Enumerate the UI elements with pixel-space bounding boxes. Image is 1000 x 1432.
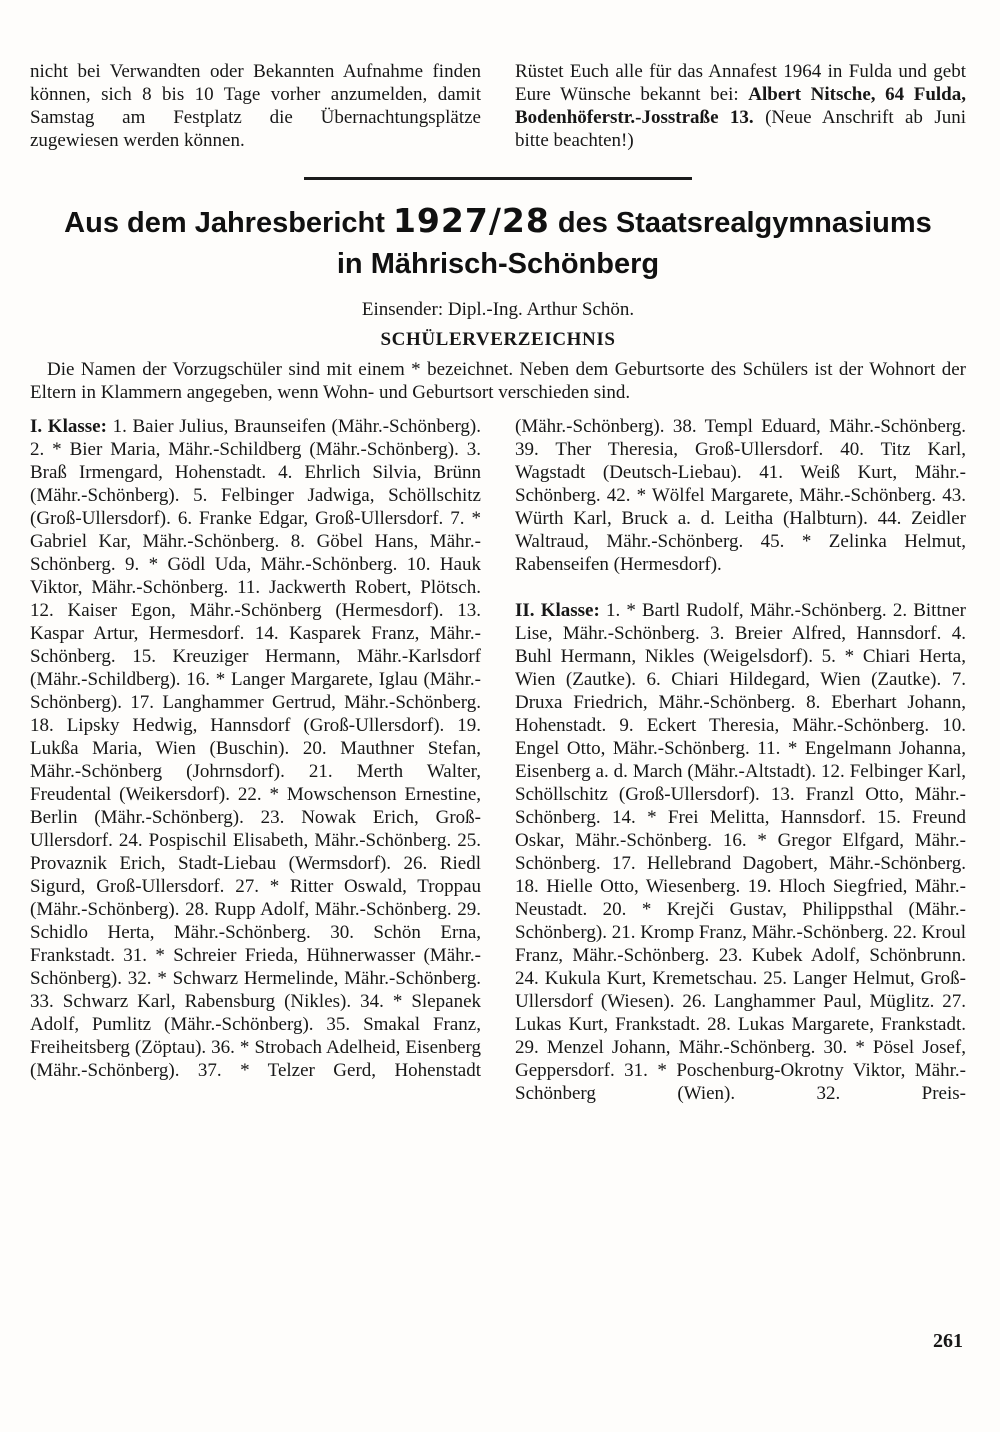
page-number: 261 [933,1330,963,1352]
class2-text: 1. * Bartl Rudolf, Mähr.-Schönberg. 2. Bittner Lise, Mähr.-Schönberg. 3. Breier Alfred, Hannsdorf. 4. Buhl Hermann, Nikles (Weigelsdorf). 5. * Chiari Herta, Wien (Zautke). 6. Chiari Hildegard, Wien (Zautke). 7. Druxa Friedrich, Mähr.-Schönberg. 8. Eberhart Johann, Hohenstadt. 9. Eckert Theresia, Mähr.-Schönberg. 10. Engel Otto, Mähr.-Schönberg. 11. * Engelmann Johanna, Eisenberg a. d. March (Mähr.-Altstadt). 12. Felbinger Karl, Schöllschitz (Groß-Ullersdorf). 13. Franzl Otto, Mähr.-Schönberg. 14. * Frei Melitta, Hannsdorf. 15. Freund Oskar, Mähr.-Schönberg. 16. * Gregor Elfgard, Mähr.-Schönberg. 17. Hellebrand Dagobert, Mähr.-Schönberg. 18. Hielle Otto, Wiesenberg. 19. Hloch Siegfried, Mähr.-Neustadt. 20. * Krejči Gustav, Philippsthal (Mähr.-Schönberg). 21. Kromp Franz, Mähr.-Schönberg. 22. Kroul Franz, Mähr.-Schönberg. 23. Kubek Adolf, Schönbrunn. 24. Kukula Kurt, Kremetschau. 25. Langer Helmut, Groß-Ullersdorf (Wiesen). 26. Langhammer Paul, Müglitz. 27. Lukas Kurt, Frankstadt. 28. Lukas Margarete, Frankstadt. 29. Menzel Johann, Mähr.-Schönberg. 30. * Pösel Josef, Geppersdorf. 31. * Poschenburg-Okrotny Viktor, Mähr.-Schönberg (Wien). 32. Preis- [515,600,967,1104]
article-title-pre: Aus dem Jahresbericht [64,207,393,239]
article-title-line2: in Mährisch-Schönberg [336,248,660,280]
class1-text: 1. Baier Julius, Braunseifen (Mähr.-Schönberg). 2. * Bier Maria, Mähr.-Schildberg (Mähr.-Schönberg). 3. Braß Irmengard, Hohenstadt. 4. Ehrlich Silvia, Brünn (Mähr.-Schönberg). 5. Felbinger Jadwiga, Schöllschitz (Groß-Ullersdorf). 6. Franke Edgar, Groß-Ullersdorf. 7. * Gabriel Kar, Mähr.-Schönberg. 8. Göbel Hans, Mähr.-Schönberg. 9. * Gödl Uda, Mähr.-Schönberg. 10. Hauk Viktor, Mähr.-Schönberg. 11. Jackwerth Robert, Plötsch. 12. Kaiser Egon, Mähr.-Schönberg (Hermesdorf). 13. Kaspar Artur, Hermesdorf. 14. Kasparek Franz, Mähr.-Schönberg. 15. Kreuziger Hermann, Mähr.-Karlsdorf (Mähr.-Schildberg). 16. * Langer Margarete, Iglau (Mähr.-Schönberg). 17. Langhammer Gertrud, Mähr.-Schönberg. 18. Lipsky Hedwig, Hannsdorf (Groß-Ullersdorf). 19. Lukßa Maria, Wien (Buschin). 20. Mauthner Stefan, Mähr.-Schönberg (Johrnsdorf). 21. Merth Walter, Freudental (Weikersdorf). 22. * Mowschenson Ernestine, Berlin (Mähr.-Schönberg). 23. Nowak Erich, Groß-Ullersdorf. 24. Pospischil Elisabeth, Mähr.-Schönberg. 25. Provaznik Erich, Stadt-Liebau (Wermsdorf). 26. Riedl Sigurd, Groß-Ullersdorf. 27. * Ritter Oswald, Troppau (Mähr.-Schönberg). 28. Rupp Adolf, Mähr.-Schönberg. 29. Schidlo Herta, Mähr.-Schönberg. 30. Schön Erna, Frankstadt. 31. * Schreier Frieda, Hühnerwasser (Mähr.-Schönberg). 32. * Schwarz Hermelinde, Mähr.-Schönberg. 33. Schwarz Karl, Rabensburg (Nikles). 34. * Slepanek Adolf, Pumlitz (Mähr.-Schönberg). 35. Smakal Franz, Freiheitsberg (Zöptau). 36. * Strobach Adelheid, Eisenberg (Mähr.-Schönberg). 37. * Telzer Gerd, Hohenstadt [30,416,482,1081]
intro-paragraph: Die Namen der Vorzugschüler sind mit einem * bezeichnet. Neben dem Geburtsorte des Schülers ist der Wohnort der Eltern in Klammern angegeben, wenn Wohn- und Geburtsort verschieden sind. [30,359,966,403]
class2-list [515,599,966,1105]
class1-continuation: (Mähr.-Schönberg). 38. Templ Eduard, Mähr.-Schönberg. 39. Ther Theresia, Groß-Ullersdorf. 40. Titz Karl, Wagstadt (Deutsch-Liebau). 41. Weiß Kurt, Mähr.-Schönberg. 42. * Wölfel Margarete, Mähr.-Schönberg. 43. Würth Karl, Bruck a. d. Leitha (Halbturn). 44. Zeidler Waltraud, Mähr.-Schönberg. 45. * Zelinka Helmut, Rabenseifen (Hermesdorf). [515,416,966,575]
announcement-contact-bold: Albert Nitsche, 64 Fulda, Bodenhöferstr.-Josstraße 13. [515,84,967,128]
top-columns [30,60,966,152]
list-column-right [515,415,966,1105]
submitter-line: Einsender: Dipl.-Ing. Arthur Schön. [361,299,635,320]
announcement-text-pre: Rüstet Euch alle für das Annafest 1964 in Fulda und gebt Eure Wünsche bekannt bei: [515,61,966,105]
class1-list [30,415,481,1082]
article-title-post: des Staatsrealgymnasiums [549,207,932,239]
list-column-left [30,415,481,1105]
class1-label: I. Klasse: [30,416,107,437]
section-divider [304,177,692,180]
article-title-year: 1927/28 [392,201,550,240]
list-columns [30,415,966,1105]
continued-paragraph: nicht bei Verwandten oder Bekannten Aufnahme finden können, sich 8 bis 10 Tage vorher anzumelden, damit Samstag am Festplatz die Übernachtungsplätze zugewiesen werden können. [30,61,481,151]
announcement-text-post: (Neue Anschrift ab Juni bitte beachten!) [515,107,966,151]
annafest-announcement [515,60,966,152]
section-heading: SCHÜLERVERZEICHNIS [380,329,616,350]
article-title [30,200,966,285]
class2-label: II. Klasse: [515,600,600,621]
